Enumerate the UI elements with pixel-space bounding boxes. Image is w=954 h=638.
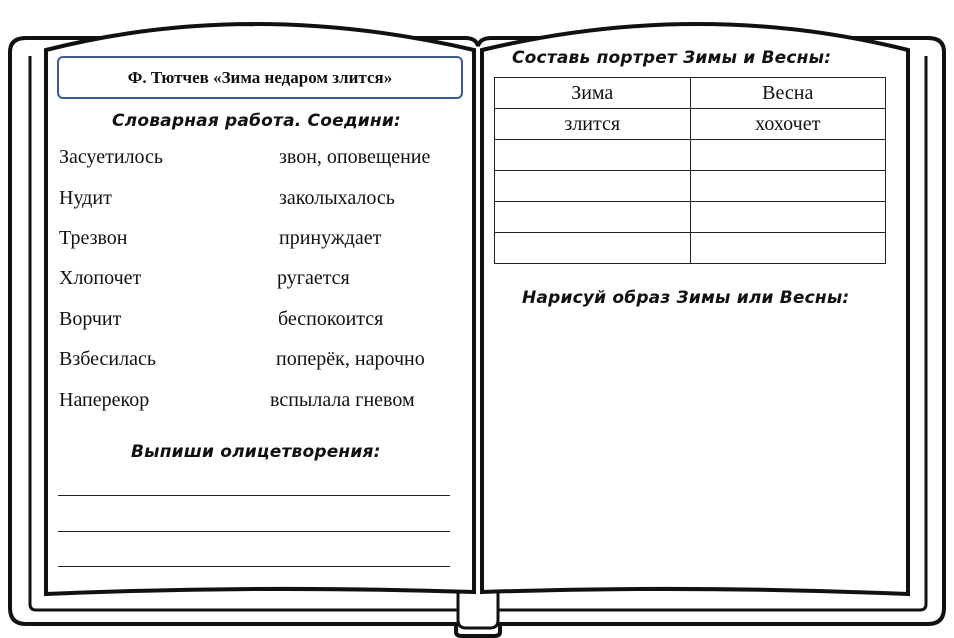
word-left: Трезвон (59, 227, 128, 249)
word-meaning: поперёк, нарочно (276, 348, 425, 370)
portrait-heading: Составь портрет Зимы и Весны: (512, 48, 832, 68)
word-left: Взбесилась (59, 348, 156, 370)
table-cell (495, 233, 691, 264)
table-cell: хохочет (690, 109, 886, 140)
table-header-row (495, 78, 886, 109)
poem-title-box (57, 56, 463, 99)
word-meaning: ругается (277, 267, 350, 289)
drawing-area (494, 320, 886, 580)
table-row (495, 233, 886, 264)
word-left: Нудит (59, 187, 112, 209)
word-meaning: заколыхалось (279, 187, 395, 209)
word-meaning: звон, оповещение (279, 146, 431, 168)
table-cell (690, 140, 886, 171)
table-cell (690, 233, 886, 264)
poem-title: Ф. Тютчев «Зима недаром злится» (127, 67, 393, 87)
word-meaning: вспылала гневом (270, 389, 415, 411)
word-left: Хлопочет (59, 267, 142, 289)
table-header-winter: Зима (495, 78, 691, 109)
word-left: Ворчит (59, 308, 122, 330)
table-row (495, 202, 886, 233)
answer-line (58, 531, 450, 532)
portrait-table (494, 77, 886, 264)
table-header-spring: Весна (690, 78, 886, 109)
table-cell: злится (495, 109, 691, 140)
table-row (495, 171, 886, 202)
table-cell (690, 202, 886, 233)
personification-heading: Выпиши олицетворения: (131, 442, 381, 462)
table-row (495, 140, 886, 171)
draw-heading: Нарисуй образ Зимы или Весны: (522, 288, 850, 308)
word-meaning: беспокоится (278, 308, 384, 330)
answer-line (58, 495, 450, 496)
table-row (495, 109, 886, 140)
answer-line (58, 566, 450, 567)
vocab-heading: Словарная работа. Соедини: (112, 111, 401, 131)
word-meaning: принуждает (279, 227, 382, 249)
word-left: Засуетилось (59, 146, 164, 168)
table-cell (495, 140, 691, 171)
table-cell (495, 171, 691, 202)
word-left: Наперекор (59, 389, 150, 411)
table-cell (495, 202, 691, 233)
table-cell (690, 171, 886, 202)
